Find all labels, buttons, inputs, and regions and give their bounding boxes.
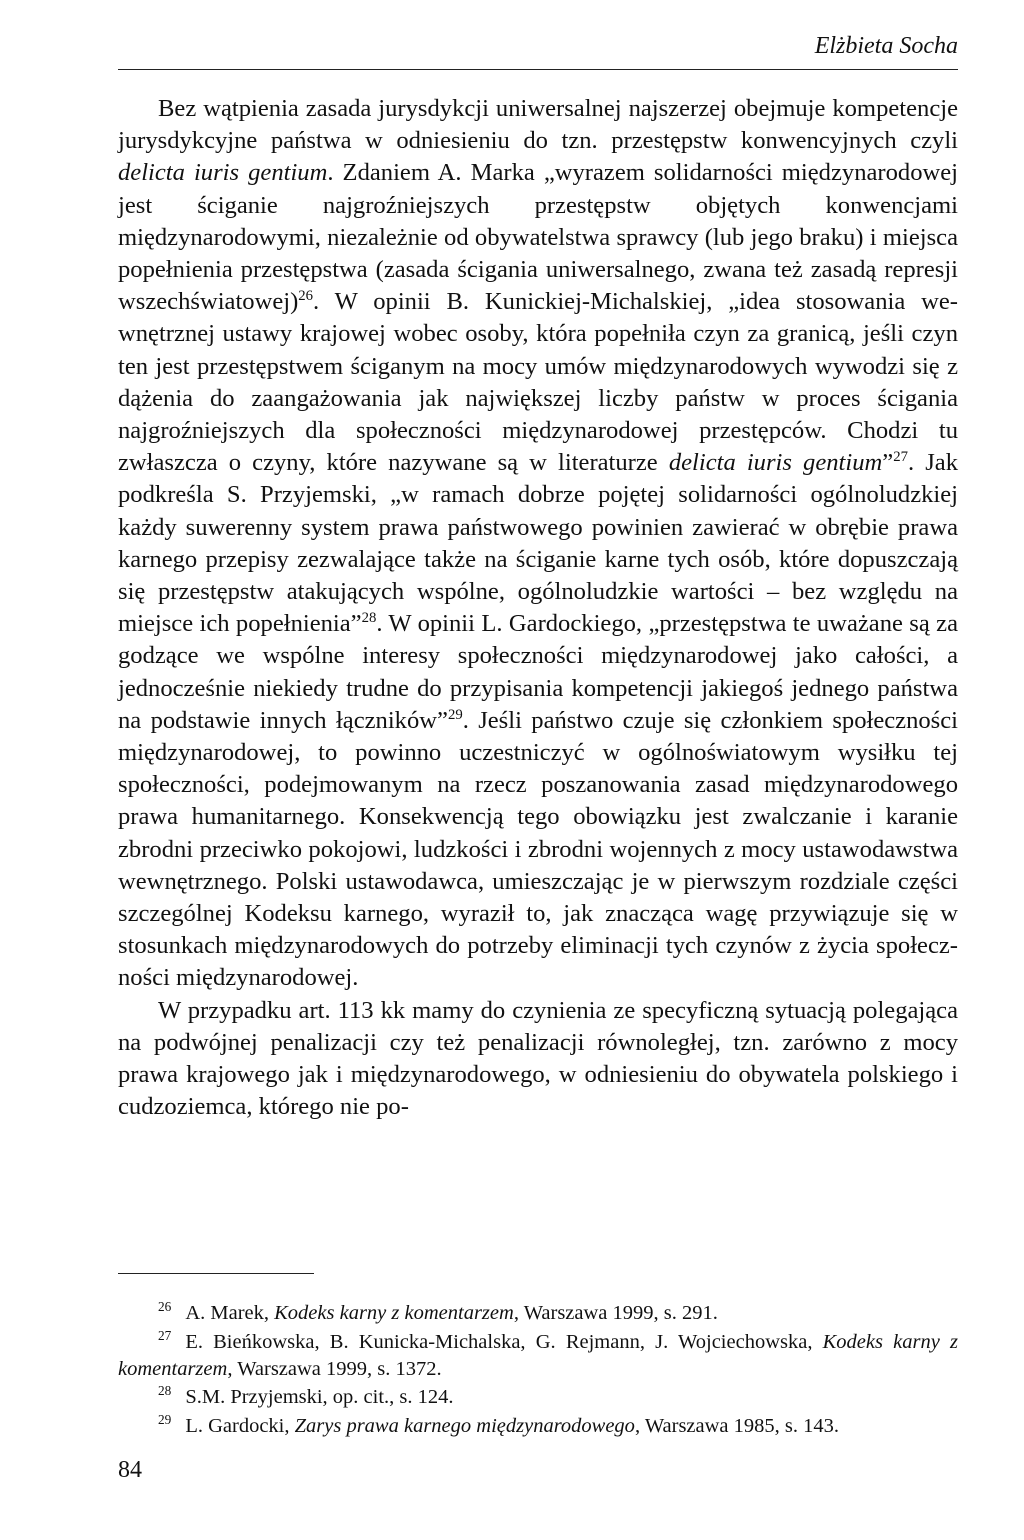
footnote-29 [118,1413,958,1440]
footnote-text: , Warszawa 1999, s. 291. [513,1302,718,1324]
footnote-text: , Warszawa 1999, s. 1372. [227,1357,442,1380]
text-run: ” [882,449,894,477]
footnote-text: , Warszawa 1985, s. 143. [634,1414,840,1437]
header-rule [118,69,958,70]
text-run: . W opinii L. Gardockiego, „przestępstwa te uważane są za godzące we wspólne interesy społeczności międzynarodowej jako całości, a jednocześnie niekiedy trudne do przypisania kompetencji jakiegoś jednego państwa na podstawie innych łączników” [118,610,958,734]
footnote-ref-28: 28 [361,610,377,627]
footnote-title: Kodeks karny z komentarzem [118,1330,958,1380]
body-text [118,93,958,1124]
paragraph-1 [118,93,958,995]
italic-term: delicta iuris gentium [668,449,883,477]
text-run: . Jak podkreśla S. Przyjemski, „w ramach dobrze pojętej solidarności ogólnoludzkiej każdy suwerenny system prawa państwowego powinien zawierać w obrębie prawa karnego przepisy zezwalające także na ściganie karne tych osób, które dopuszczają się przestępstw atakujących wspólne, ogólnoludzkie wartości – bez względu na miejsce ich popełnienia” [118,449,958,638]
text-run: . W opinii B. Kunickiej-Michalskiej, „idea stosowania wewnętrznej ustawy krajowej wobec osoby, która popełniła czyn za granicą, jeśli czyn ten jest przestępstwem ściganym na mocy umów międzynarodowych wywodzi się z dążenia do zaangażowania jak największej liczby państw w proces ścigania najgroźniejszych dla społeczności międzynarodowej przestępców. Chodzi tu zwłaszcza o czyny, które nazywane są w literaturze [118,288,958,477]
text-run: . Zdaniem A. Marka „wyrazem solidarności międzynarodowej jest ściganie najgroźniejszych przestępstw objętych konwencjami międzynarodowymi, niezależnie od obywatelstwa sprawcy (lub jego braku) i miejsca popełnienia przestępstwa (zasada ścigania uniwersalnego, zwana też zasadą represji wszechświatowej) [118,159,958,316]
footnote-27 [118,1329,958,1383]
text-run: . Jeśli państwo czuje się członkiem społeczności międzynarodowej, to powinno uczestniczyć w ogólnoświatowym wysiłku tej społeczności, podejmowanym na rzecz poszanowania zasad międzynarodowego prawa humanitarnego. Konsekwencją tego obowiązku jest zwalczanie i karanie zbrodni przeciwko pokojowi, ludzkości i zbrodni wojennych z mocy ustawodawstwa wewnętrznego. Polski ustawodawca, umieszczając je w pierwszym rozdziale części szczególnej Kodeksu karnego, wyraził to, jak znacząca wagę przywiązuje się w stosunkach międzynarodowych do potrzeby eliminacji tych czynów z życia społeczności międzynarodowej. [118,706,958,992]
footnote-number: 27 [158,1327,172,1343]
footnote-text: S.M. Przyjemski, op. cit., s. 124. [185,1386,454,1408]
footnote-title: Kodeks karny z komentarzem [274,1302,514,1324]
footnote-ref-26: 26 [298,288,314,305]
footnote-text: A. Marek, [185,1302,275,1324]
footnote-title: Zarys prawa karnego międzynarodowego [294,1414,635,1437]
text-run: Bez wątpienia zasada jurysdykcji uniwersalnej najszerzej obejmuje kompetencje jurysdykcyjne państwa w odniesieniu do tzn. przestępstw konwencyjnych czyli [118,95,958,155]
footnote-number: 29 [158,1411,172,1427]
paragraph-2: W przypadku art. 113 kk mamy do czynienia ze specyficzną sytuacją polegająca na podwójnej penalizacji czy też penalizacji równoległej, tzn. zarówno z mocy prawa krajowego jak i międzynarodowego, w odniesieniu do obywatela polskiego i cudzoziemca, którego nie po- [118,996,958,1121]
footnote-text: L. Gardocki, [185,1414,295,1437]
footnote-28 [118,1384,958,1411]
footnote-number: 28 [158,1383,172,1399]
footnote-text: E. Bieńkowska, B. Kunicka-Michalska, G. Rejmann, J. Wojciechowska, [185,1330,823,1353]
footnote-ref-29: 29 [447,706,463,723]
footnote-number: 26 [158,1299,172,1315]
running-head: Elżbieta Socha [814,33,958,59]
italic-term: delicta iuris gentium [118,159,328,187]
footnote-ref-27: 27 [893,449,908,466]
page-number: 84 [118,1457,142,1483]
footnote-rule [118,1273,314,1274]
footnotes [118,1300,958,1441]
footnote-26 [118,1300,958,1327]
